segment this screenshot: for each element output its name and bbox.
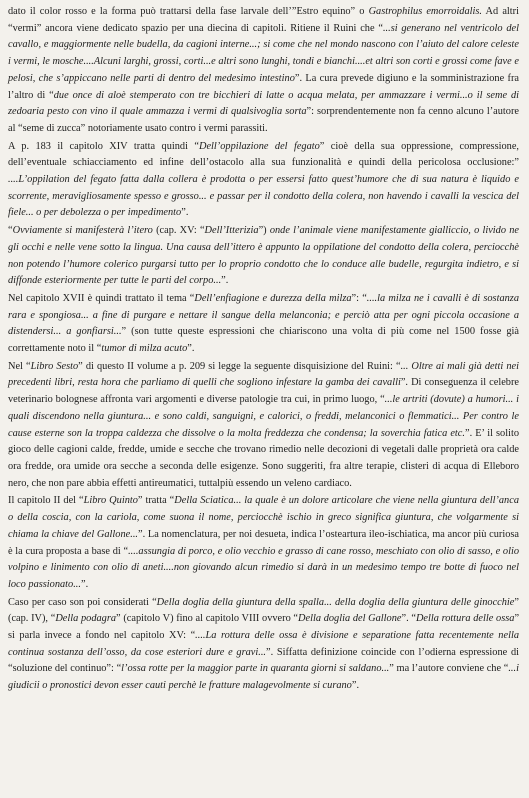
quoted-text: Della rottura delle ossa	[415, 613, 515, 625]
quoted-text: Della Sciatica... la quale è un dolore articolare che viene nella giuntura dell’anca o della coscia, con la cariola, come suona il nome, perciocchè ischio in greco significa giuntura, che volgarmente si chiama la chiave del Gallone...	[8, 495, 519, 540]
body-text-segment: Ad altri “vermi” ancora viene dedicato spazio per una diecina di capitoli. Ritiene il Ruini che “	[8, 6, 519, 34]
body-text-segment: ”)	[258, 225, 270, 237]
quoted-text: Libro Sesto	[30, 360, 79, 372]
quoted-text: onde l’animale viene manifestamente gialliccio, o livido ne gli occhi e nelle vene sotto la lingua. Una causa dell’ittero è appunto la oppilatione del condotto della colera, perciocchè non potendo l’humore colerico purgarsi tutto per lo proprio condotto che lo conduce alle budelle, regurgita indietro, e si diffonde esteriormente per tutte le parti del corpo...	[8, 225, 519, 287]
body-text-segment: ”.	[221, 275, 229, 287]
body-text-segment: ” (capitolo V) fino al capitolo VIII ovvero “	[116, 613, 299, 625]
quoted-text: Gastrophilus emorroidalis.	[368, 6, 482, 17]
quoted-text: l’ossa rotte per la maggior parte in quaranta giorni si saldano...	[121, 663, 390, 675]
quoted-text: Dell’Itterizia	[204, 225, 259, 237]
quoted-text: Ovviamente si manifesterà l’itero	[12, 225, 153, 237]
quoted-text: due once di aloè stemperato con tre bicchieri di latte o acqua melata, per ammazzare i vermi...o il seme di zedoaria pesto con vino il quale ammazza i vermi di qualsivoglia sorta	[8, 89, 519, 118]
body-text-segment: ”. E’ il solito gioco delle cagioni calde, fredde, umide e secche che trovano rimedio nelle decozioni di vegetali dalle proprietà ora calde ora fredde, ora umide ora secche a seconda delle esigenze. Sono suggeriti, fra altre terapie, clisteri di acqua di Elleboro nero, che non pare abbia effetti antireumatici, tuttalpiù essendo un veleno cardiaco.	[8, 427, 520, 489]
body-text-segment: ”.	[351, 680, 360, 692]
body-text-segment: Nel capitolo XVII è quindi trattato il tema “	[8, 292, 195, 304]
quoted-text: ....L’oppilation del fegato fatta dalla collera è prodotta o per essersi fatto quest’humore che di sua natura è liquido e scorrente, meravigliosamente spesso e grosso... e passar per il condotto della colera, non havendo i cavalli la vescica del fiele... o per debolezza o per impedimento	[8, 174, 519, 219]
body-text-segment: ”.	[187, 343, 195, 355]
quoted-text: Dell’enfiagione e durezza della milza	[194, 292, 352, 304]
body-text-segment: ” ma l’autore conviene che “	[389, 663, 509, 675]
quoted-text: ....la milza ne i cavalli è di sostanza rara e spongiosa... a fine di purgare e nettare il sangue della melanconia; e perciò atta per ogni piccola occasione a distendersi... a gonfiarsi...	[8, 292, 519, 338]
body-text-segment: Nel “	[8, 360, 31, 372]
body-text-segment: ”.	[80, 578, 89, 590]
paragraph-p6	[8, 493, 519, 593]
quoted-text: ....assungia di porco, e olio vecchio e grasso di cane rosso, meschiato con olio di sasso, e olio volpino e linimento con olio di aneti....non giovando alcun rimedio si darà in un medesimo tempo tre botte di fuoco nel loco passionato...	[8, 545, 519, 590]
body-text-segment: ”. Di conseguenza il celebre veterinario bolognese affronta vari argomenti e diverse patologie tra cui, in primo luogo, “	[8, 377, 519, 406]
body-text-segment: ”. La nomenclatura, per noi desueta, indica l’osteartura ileo-ischiatica, ma ancor più curiosa è la cura proposta a base di “	[8, 528, 519, 557]
body-text-segment: ”.	[181, 207, 189, 219]
body-text-segment: ”: sorprendentemente non fa cenno alcuno l’autore al “seme di zucca” notoriamente usato contro i vermi parassiti.	[8, 106, 519, 134]
body-text-segment: ” (cap. IV), “	[8, 596, 519, 625]
quoted-text: Della doglia del Gallone	[298, 613, 402, 625]
quoted-text: Dell’oppilazione del fegato	[198, 140, 320, 152]
body-text-segment: ”. “	[401, 613, 416, 625]
body-text-segment: A p. 183 il capitolo XIV tratta quindi “	[8, 140, 199, 152]
paragraph-p2	[8, 139, 519, 223]
paragraph-p3	[8, 223, 519, 290]
body-text-segment: ”. Siffatta definizione coincide con l’odierna espressione di “soluzione del continuo”: “	[8, 646, 519, 675]
quoted-text: Della doglia della giuntura della spalla... della doglia della giuntura delle ginocchie	[156, 596, 515, 608]
quoted-text: ....La rottura delle ossa è divisione e separatione fatta recentemente nella continua sostanza dell’osso, da cose esteriori dure e gravi...	[8, 630, 519, 658]
paragraph-p5	[8, 359, 519, 493]
paragraph-p7	[8, 595, 519, 695]
body-text-segment: ”: “	[351, 292, 367, 304]
quoted-text: ...si generano nel ventricolo del cavallo, e maggiormente nelle budella, da cagioni interne...; si come che nel mondo nascono con l’aiuto del calore celeste i vermi, le mosche....Alcuni larghi, grossi, corti...e altri sono lunghi, tondi e bianchi....et altri son corti e grossi come fave e pelosi, che s’appiccano nelle parti di dentro del medesimo intestino	[8, 22, 520, 84]
body-text-segment: ” cioè della sua oppressione, compressione, dell’eventuale schiacciamento ed infine dell’ostacolo alla sua funzionalità e quindi della pericolosa occlusione:”	[8, 140, 519, 169]
body-text-segment: “	[8, 225, 13, 237]
paragraph-p1	[8, 4, 519, 138]
body-text-segment: ” (son tutte queste espressioni che chiariscono una volta di più come nel 1500 fosse già correttamente noto il “	[8, 326, 519, 355]
quoted-text: tumor di milza acuto	[101, 343, 188, 355]
quoted-text: Libro Quinto	[83, 495, 138, 507]
body-text-segment: Il capitolo II del “	[8, 495, 84, 507]
quoted-text: ...i giudicii o pronostici devon esser cauti perchè le fratture malagevolmente si curano	[8, 663, 519, 692]
body-text-segment: dato il color rosso e la forma può trattarsi della fase larvale dell’”Estro equino” o	[8, 6, 369, 17]
quoted-text: ...le artriti (dovute) a humori... i quali discendono nella giuntura... e sono caldi, sanguigni, e calorici, o freddi, melanconici o flemmatici... Per contro le cause esterne son la troppa caldezza che dissolve o la molta freddezza che condensa; la soverchia fatica etc.	[8, 394, 519, 439]
body-text-segment: (cap. XV: “	[152, 225, 205, 237]
body-text-segment: Caso per caso son poi considerati “	[8, 596, 157, 608]
body-text-segment: ” tratta “	[137, 495, 175, 507]
body-text-segment: ”. La cura prevede digiuno e la somministrazione fra l’altro di “	[8, 72, 519, 101]
body-text-segment: ” si parla invece a fondo nel capitolo XV: “	[8, 613, 520, 642]
body-text-segment: ” di questo II volume a p. 209 si legge la seguente disquisizione del Ruini: “	[78, 360, 401, 372]
quoted-text: Della podagra	[55, 613, 117, 625]
paragraph-p4	[8, 291, 519, 358]
quoted-text: ... Oltre ai mali già detti nei precedenti libri, resta hora che parliamo di quelli che sogliono infestare la gamba dei cavalli	[8, 360, 519, 389]
body-text	[8, 4, 519, 695]
